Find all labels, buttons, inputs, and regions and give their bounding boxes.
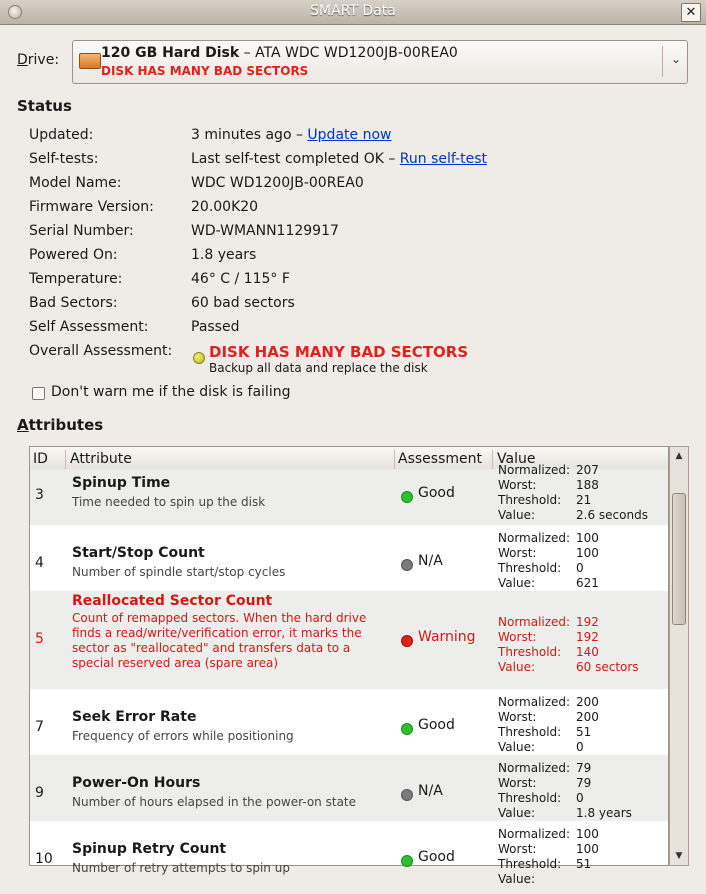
- serial-label: Serial Number:: [29, 223, 134, 239]
- attribute-assessment: Good: [418, 485, 455, 501]
- run-selftest-link[interactable]: Run self-test: [399, 151, 487, 167]
- attributes-heading: Attributes: [17, 416, 104, 434]
- value-value: 60 sectors: [576, 660, 639, 674]
- value-label-value: Value:: [498, 872, 535, 886]
- table-row[interactable]: [30, 689, 668, 755]
- attribute-name: Seek Error Rate: [72, 709, 197, 725]
- attribute-assessment: Warning: [418, 629, 476, 645]
- value-label-worst: Worst:: [498, 710, 537, 724]
- assessment-status-icon: [401, 789, 413, 801]
- value-label-value: Value:: [498, 740, 535, 754]
- assessment-status-icon: [401, 635, 413, 647]
- value-label-normalized: Normalized:: [498, 463, 571, 477]
- temperature-label: Temperature:: [29, 271, 123, 287]
- model-value: WDC WD1200JB-00REA0: [191, 175, 364, 191]
- table-row[interactable]: [30, 755, 668, 821]
- attribute-description: Number of spindle start/stop cycles: [72, 565, 286, 579]
- hard-disk-icon: [79, 53, 101, 69]
- value-normalized: 200: [576, 695, 599, 709]
- attribute-description: Number of retry attempts to spin up: [72, 861, 290, 875]
- attribute-id: 7: [35, 719, 44, 735]
- attributes-table[interactable]: [29, 446, 669, 886]
- powered-label: Powered On:: [29, 247, 118, 263]
- value-label-normalized: Normalized:: [498, 761, 571, 775]
- self-assessment-label: Self Assessment:: [29, 319, 149, 335]
- table-row[interactable]: [30, 591, 668, 689]
- scroll-down-icon[interactable]: ▼: [675, 851, 683, 861]
- attribute-name: Reallocated Sector Count: [72, 593, 273, 609]
- bad-sectors-value: 60 bad sectors: [191, 295, 295, 311]
- attribute-name: Spinup Retry Count: [72, 841, 227, 857]
- close-button[interactable]: ✕: [681, 3, 701, 22]
- value-normalized: 100: [576, 531, 599, 545]
- combo-separator: [662, 46, 663, 77]
- attribute-description: Number of hours elapsed in the power-on state: [72, 795, 357, 809]
- value-label-worst: Worst:: [498, 546, 537, 560]
- temperature-value: 46° C / 115° F: [191, 271, 290, 287]
- value-threshold: 51: [576, 725, 592, 739]
- value-value: 621: [576, 576, 599, 590]
- value-label-threshold: Threshold:: [498, 561, 562, 575]
- scroll-up-icon[interactable]: ▲: [675, 451, 683, 461]
- serial-value: WD-WMANN1129917: [191, 223, 339, 239]
- bad-sectors-label: Bad Sectors:: [29, 295, 118, 311]
- drive-warning: DISK HAS MANY BAD SECTORS: [101, 64, 309, 78]
- update-now-link[interactable]: Update now: [307, 127, 392, 143]
- value-label-value: Value:: [498, 508, 535, 522]
- drive-name: 120 GB Hard Disk: [101, 45, 240, 61]
- attribute-assessment: N/A: [418, 553, 443, 569]
- value-label-threshold: Threshold:: [498, 857, 562, 871]
- attribute-id: 3: [35, 487, 44, 503]
- chevron-down-icon[interactable]: ⌄: [670, 52, 681, 66]
- selftests-label: Self-tests:: [29, 151, 99, 167]
- selftests-value: [191, 151, 487, 167]
- attribute-name: Spinup Time: [72, 475, 171, 491]
- column-id[interactable]: ID: [33, 451, 48, 467]
- drive-select[interactable]: [72, 40, 688, 84]
- value-label-worst: Worst:: [498, 630, 537, 644]
- vertical-scrollbar[interactable]: [669, 446, 689, 866]
- firmware-label: Firmware Version:: [29, 199, 154, 215]
- value-label-value: Value:: [498, 660, 535, 674]
- selftests-text: Last self-test completed OK –: [191, 151, 400, 167]
- powered-value: 1.8 years: [191, 247, 257, 263]
- table-row[interactable]: [30, 463, 668, 525]
- dont-warn-label[interactable]: Don't warn me if the disk is failing: [51, 384, 291, 400]
- value-label-threshold: Threshold:: [498, 791, 562, 805]
- table-row[interactable]: [30, 821, 668, 887]
- value-worst: 200: [576, 710, 599, 724]
- value-label-worst: Worst:: [498, 776, 537, 790]
- attribute-description: Time needed to spin up the disk: [72, 495, 266, 509]
- value-value: 1.8 years: [576, 806, 632, 820]
- value-normalized: 207: [576, 463, 599, 477]
- attribute-assessment: Good: [418, 717, 455, 733]
- value-normalized: 192: [576, 615, 599, 629]
- firmware-value: 20.00K20: [191, 199, 259, 215]
- attribute-description: Frequency of errors while positioning: [72, 729, 294, 743]
- column-separator: [65, 450, 66, 469]
- attribute-id: 5: [35, 631, 44, 647]
- assessment-status-icon: [401, 723, 413, 735]
- value-label-worst: Worst:: [498, 842, 537, 856]
- column-separator: [492, 450, 493, 469]
- attribute-assessment: Good: [418, 849, 455, 865]
- value-value: 0: [576, 740, 584, 754]
- updated-label: Updated:: [29, 127, 94, 143]
- overall-assessment-value: DISK HAS MANY BAD SECTORS: [209, 343, 469, 361]
- value-label-threshold: Threshold:: [498, 645, 562, 659]
- table-row[interactable]: [30, 525, 668, 591]
- updated-value: [191, 127, 391, 143]
- window-title: SMART Data: [310, 3, 396, 19]
- attribute-name: Start/Stop Count: [72, 545, 205, 561]
- value-worst: 100: [576, 546, 599, 560]
- dont-warn-checkbox[interactable]: [32, 387, 45, 400]
- value-normalized: 79: [576, 761, 592, 775]
- drive-label: Drive:: [17, 52, 60, 68]
- value-worst: 188: [576, 478, 599, 492]
- value-worst: 192: [576, 630, 599, 644]
- model-label: Model Name:: [29, 175, 122, 191]
- value-threshold: 51: [576, 857, 592, 871]
- attribute-assessment: N/A: [418, 783, 443, 799]
- value-label-normalized: Normalized:: [498, 531, 571, 545]
- value-value: 2.6 seconds: [576, 508, 648, 522]
- overall-assessment-label: Overall Assessment:: [29, 343, 173, 359]
- self-assessment-value: Passed: [191, 319, 240, 335]
- value-label-normalized: Normalized:: [498, 615, 571, 629]
- value-label-normalized: Normalized:: [498, 827, 571, 841]
- value-threshold: 21: [576, 493, 592, 507]
- title-bar: [0, 0, 706, 25]
- value-label-value: Value:: [498, 576, 535, 590]
- overall-assessment-advice: Backup all data and replace the disk: [209, 361, 428, 375]
- drive-title: [101, 45, 458, 61]
- value-label-threshold: Threshold:: [498, 725, 562, 739]
- value-threshold: 0: [576, 561, 584, 575]
- assessment-status-icon: [401, 559, 413, 571]
- value-label-value: Value:: [498, 806, 535, 820]
- value-label-normalized: Normalized:: [498, 695, 571, 709]
- value-label-worst: Worst:: [498, 478, 537, 492]
- assessment-status-icon: [401, 491, 413, 503]
- column-separator: [394, 450, 395, 469]
- value-label-threshold: Threshold:: [498, 493, 562, 507]
- drive-detail: – ATA WDC WD1200JB-00REA0: [239, 45, 458, 61]
- warning-status-icon: [193, 352, 205, 364]
- value-threshold: 140: [576, 645, 599, 659]
- value-worst: 100: [576, 842, 599, 856]
- status-heading: Status: [17, 97, 72, 115]
- scrollbar-thumb[interactable]: [672, 493, 686, 625]
- value-threshold: 0: [576, 791, 584, 805]
- value-normalized: 100: [576, 827, 599, 841]
- value-worst: 79: [576, 776, 592, 790]
- column-assessment[interactable]: Assessment: [398, 451, 482, 467]
- assessment-status-icon: [401, 855, 413, 867]
- attribute-id: 4: [35, 555, 44, 571]
- attribute-id: 9: [35, 785, 44, 801]
- updated-text: 3 minutes ago –: [191, 127, 308, 143]
- attribute-name: Power-On Hours: [72, 775, 201, 791]
- attribute-description: Count of remapped sectors. When the hard drive finds a read/write/verification error, it marks the sector as "reallocated" and transfers data to a special reserved area (spare area): [72, 611, 367, 670]
- column-attribute[interactable]: Attribute: [70, 451, 132, 467]
- column-value[interactable]: Value: [497, 451, 536, 467]
- table-body[interactable]: [30, 463, 668, 886]
- attribute-id: 10: [35, 851, 53, 867]
